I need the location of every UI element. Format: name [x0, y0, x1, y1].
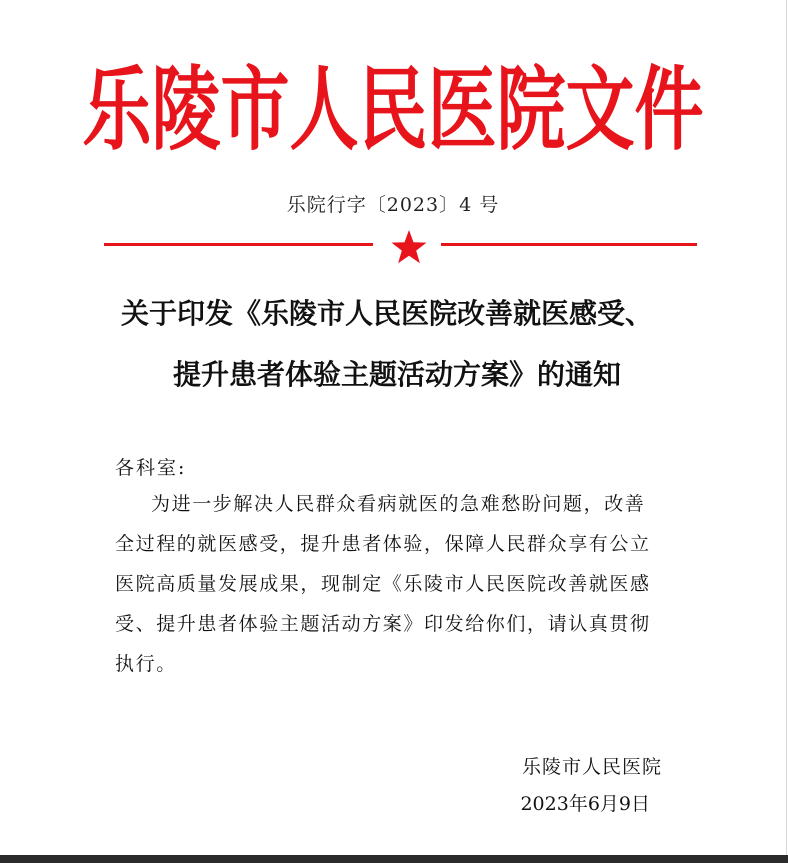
body-line: 为进一步解决人民群众看病就医的急难愁盼问题，改善 — [151, 493, 646, 515]
body-line: 医院高质量发展成果，现制定《乐陵市人民医院改善就医感 — [115, 573, 651, 595]
body-line: 受、提升患者体验主题活动方案》印发给你们，请认真贯彻 — [115, 613, 651, 635]
bottom-edge-bar — [0, 855, 788, 863]
red-rule-left — [104, 243, 373, 246]
red-rule-right — [441, 243, 697, 246]
star-icon — [390, 229, 428, 265]
body-line: 全过程的就医感受，提升患者体验，保障人民群众享有公立 — [115, 533, 651, 555]
signature-organization: 乐陵市人民医院 — [521, 756, 662, 778]
notice-title-line-1: 关于印发《乐陵市人民医院改善就医感受、 — [120, 297, 653, 330]
notice-title-line-2: 提升患者体验主题活动方案》的通知 — [172, 358, 621, 391]
signature-date: 2023年6月9日 — [520, 793, 650, 815]
body-paragraph — [115, 489, 667, 689]
masthead-title: 乐陵市人民医院文件 — [82, 57, 704, 164]
document-number: 乐院行字〔2023〕4 号 — [286, 194, 500, 216]
salutation: 各科室: — [115, 457, 187, 479]
body-line: 执行。 — [115, 653, 177, 675]
